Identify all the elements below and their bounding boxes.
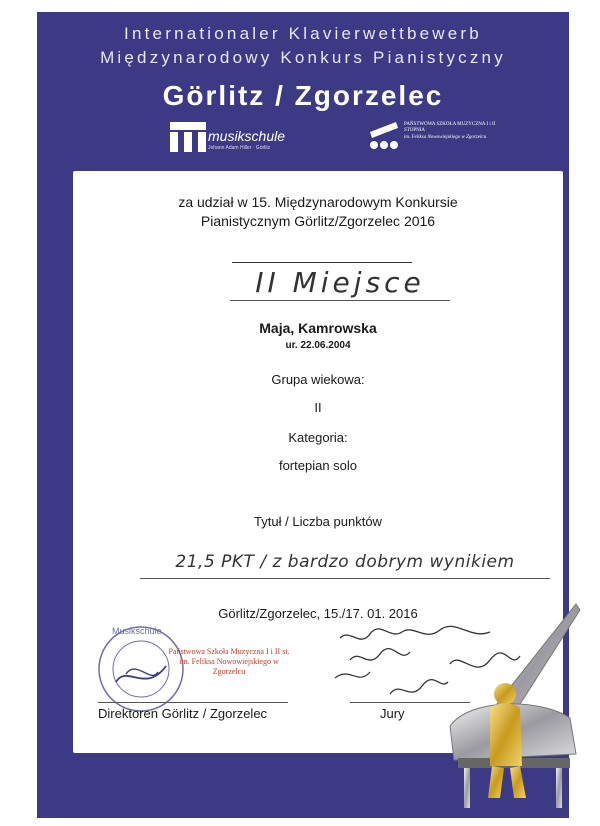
header-line-polish: Międzynarodowy Konkurs Pianistyczny	[100, 48, 506, 67]
psm-emblem-icon	[366, 118, 402, 152]
participant-name: Maja, Kamrowska	[259, 320, 377, 336]
category-label: Kategoria:	[288, 430, 348, 445]
stamp-text: Musikschule	[112, 626, 162, 636]
category-value: fortepian solo	[278, 458, 358, 473]
place-handwritten: II Miejsce	[255, 266, 425, 299]
psm-logo	[366, 118, 506, 158]
place-underline	[230, 300, 450, 301]
birth-date: ur. 22.06.2004	[285, 340, 351, 351]
age-group-label: Grupa wiekowa:	[271, 372, 365, 387]
title-points-underline	[140, 578, 550, 579]
psm-stamp: Państwowa Szkoła Muzyczna I i II st. im. Feliksa Nowowiejskiego w Zgorzelcu	[168, 647, 290, 676]
header-title: Görlitz / Zgorzelec	[162, 80, 444, 111]
place-date: Görlitz/Zgorzelec, 15./17. 01. 2016	[218, 606, 418, 621]
title-points-label: Tytuł / Liczba punktów	[254, 514, 382, 529]
psm-subtitle: im. Feliksa Nowowiejskiego w Zgorzelcu	[404, 135, 487, 140]
piano-trophy-image	[430, 598, 582, 820]
jury-label: Jury	[380, 706, 405, 721]
psm-name: PAŃSTWOWA SZKOŁA MUZYCZNA I i II STOPNIA	[404, 122, 496, 133]
musikschule-subtitle: Johann Adam Hiller · Görlitz	[208, 145, 271, 151]
place-overline	[232, 262, 412, 263]
directors-signature-line	[98, 702, 288, 703]
intro-line-2: Pianistycznym Görlitz/Zgorzelec 2016	[200, 213, 436, 229]
age-group-value: II	[314, 400, 322, 415]
musikschule-mark-icon	[168, 118, 208, 154]
musikschule-logo	[168, 118, 292, 154]
header-line-german: Internationaler Klavierwettbewerb	[124, 24, 482, 43]
musikschule-name: musikschule	[208, 128, 286, 144]
title-points-handwritten: 21,5 PKT / z bardzo dobrym wynikiem	[175, 552, 515, 572]
intro-line-1: za udział w 15. Międzynarodowym Konkursie	[178, 194, 458, 210]
directors-label: Direktoren Görlitz / Zgorzelec	[98, 706, 268, 721]
